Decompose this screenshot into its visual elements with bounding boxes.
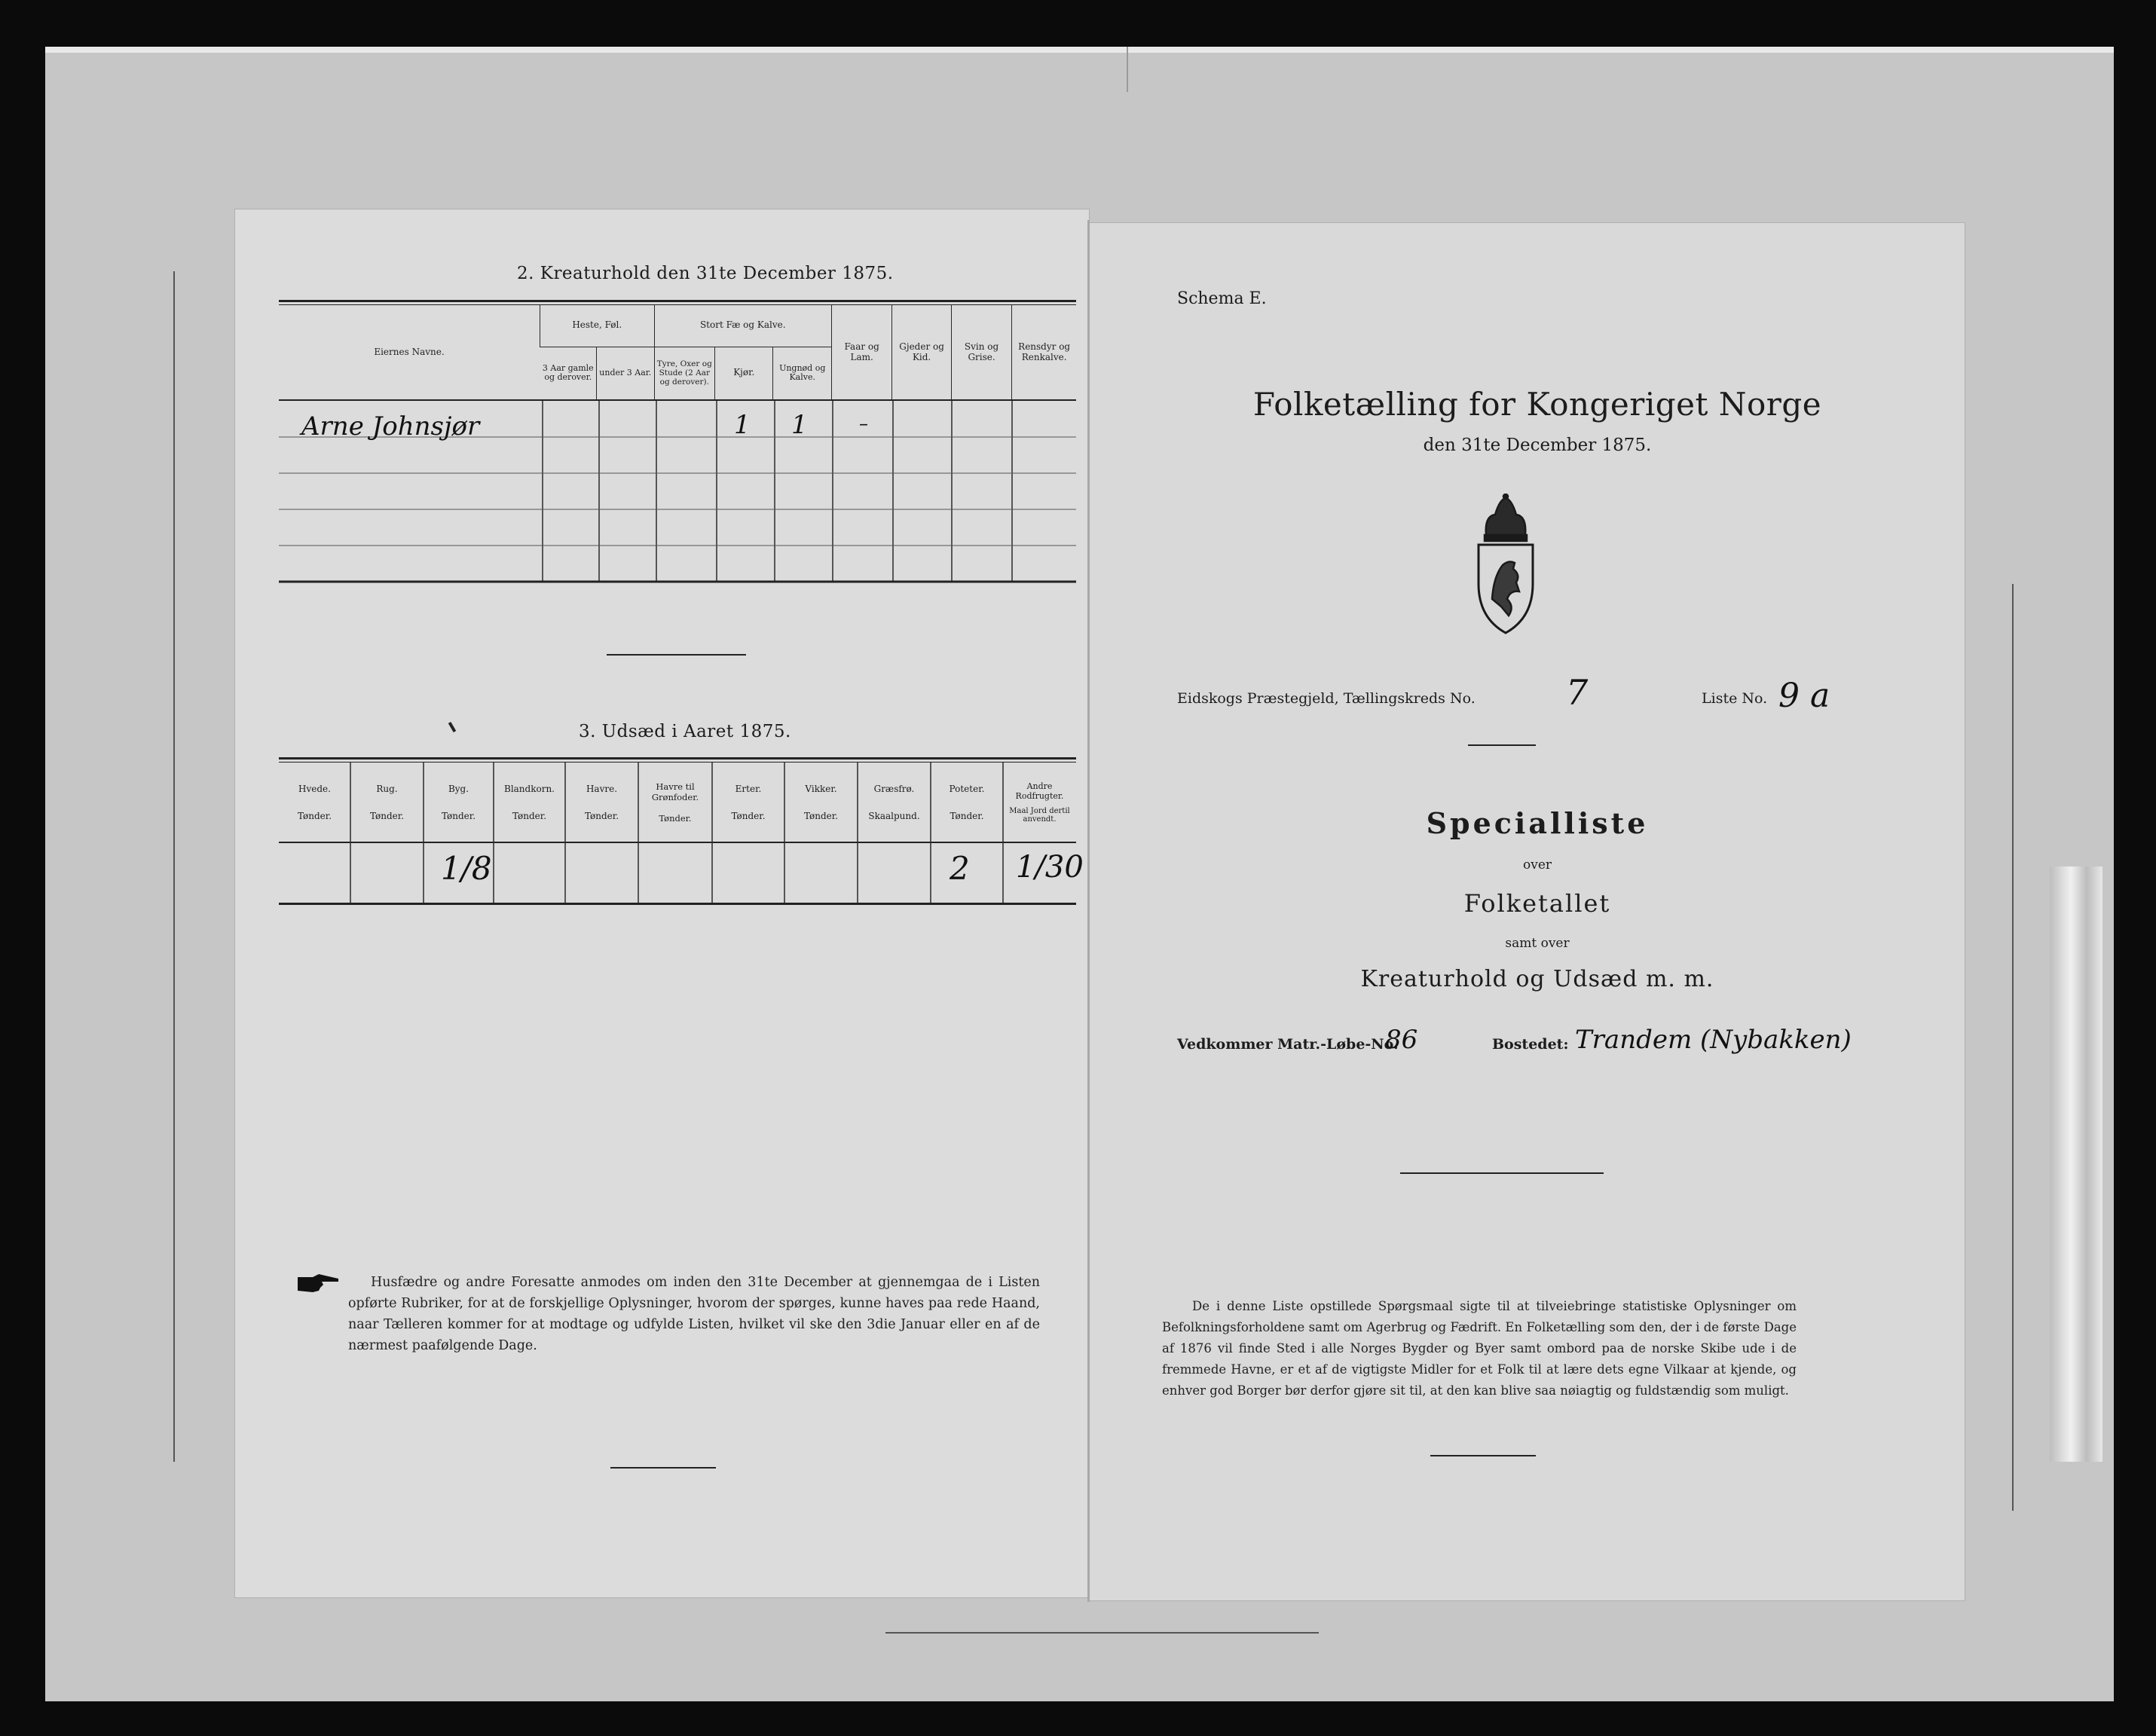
main-title: Folketælling for Kongeriget Norge — [1252, 386, 1822, 423]
liste-label: Liste No. — [1702, 690, 1768, 707]
cattle-group-header: Stort Fæ og Kalve. — [654, 305, 831, 347]
liste-number: 9 a — [1778, 677, 1830, 715]
date-line: den 31te December 1875. — [1423, 436, 1652, 455]
section3-title: 3. Udsæd i Aaret 1875. — [579, 722, 791, 741]
barley-amount: 1/8 — [441, 850, 492, 887]
matr-number: 86 — [1385, 1025, 1418, 1055]
unit-oats: Tønder. — [584, 810, 619, 821]
unit-grass-seed: Skaalpund. — [868, 810, 920, 821]
crop-grass-seed: Græsfrø. — [873, 783, 915, 794]
unit-other-roots: Maal Jord dertil anvendt. — [1009, 806, 1070, 824]
young-cattle-header: Ungnød og Kalve. — [773, 347, 832, 399]
sheep-header: Faar og Lam. — [832, 305, 892, 399]
notice-paragraph: Husfædre og andre Foresatte anmodes om inden den 31te December at gjennemgaa de i Listen opførte Rubriker, for at de forskjellige Oplysninger, hvorom der spørges, kunne haves paa rede Haand, naar Tælleren kommer for at modtage og udfylde Listen, hvilket vil ske den 3die Januar eller en af de nærmest paafølgende Dage. — [348, 1275, 1040, 1353]
crop-oats: Havre. — [586, 783, 618, 794]
title-divider — [1468, 744, 1536, 746]
crop-wheat: Hvede. — [298, 783, 331, 794]
fold-mark — [1127, 47, 1128, 92]
unit-potatoes: Tønder. — [950, 810, 984, 821]
crop-peas: Erter. — [735, 783, 762, 794]
bottom-edge-line — [885, 1632, 1319, 1634]
bostedet-label: Bostedet: — [1492, 1036, 1569, 1053]
crop-vetch: Vikker. — [805, 783, 837, 794]
specialliste-title: Specialliste — [1426, 806, 1649, 840]
unit-green-oats: Tønder. — [659, 812, 692, 824]
unit-rye: Tønder. — [369, 810, 405, 821]
pointing-hand-icon — [296, 1271, 340, 1294]
section-divider — [607, 654, 746, 656]
page-spine — [1087, 220, 1090, 1602]
matr-label: Vedkommer Matr.-Løbe-No. — [1177, 1036, 1399, 1053]
owner-name-handwritten: Arne Johnsjør — [301, 411, 480, 442]
right-margin-line — [2012, 584, 2014, 1511]
crop-green-oats: Havre til Grønfoder. — [651, 781, 699, 802]
goats-header: Gjeder og Kid. — [892, 305, 952, 399]
page-stack-edge — [2050, 866, 2102, 1462]
body-divider — [1400, 1172, 1604, 1174]
sowing-header-row — [279, 763, 1076, 842]
horses-group-header: Heste, Føl. — [540, 305, 654, 347]
cows-header: Kjør. — [715, 347, 773, 399]
unit-wheat: Tønder. — [297, 810, 332, 821]
crop-potatoes: Poteter. — [949, 783, 985, 794]
table-top-rule — [279, 300, 1076, 302]
young-cattle-count: 1 — [791, 410, 808, 440]
crop-barley: Byg. — [448, 783, 469, 794]
over-label: over — [1522, 857, 1552, 873]
schema-label: Schema E. — [1177, 289, 1267, 308]
unit-barley: Tønder. — [441, 810, 476, 821]
right-footer-divider — [1430, 1455, 1536, 1456]
kreaturhold-title: Kreaturhold og Udsæd m. m. — [1360, 966, 1714, 992]
crop-rye: Rug. — [376, 783, 398, 794]
sowing-table-top-rule — [279, 757, 1076, 760]
unit-vetch: Tønder. — [803, 810, 839, 821]
kreds-number: 7 — [1566, 672, 1589, 713]
left-margin-line — [173, 271, 175, 1462]
cows-count: 1 — [734, 410, 751, 440]
sheep-count: – — [859, 413, 868, 434]
livestock-table-header — [279, 305, 1076, 399]
coat-of-arms-icon — [1471, 494, 1540, 637]
crop-mixed-grain: Blandkorn. — [504, 783, 555, 794]
bostedet-value: Trandem (Nybakken) — [1575, 1025, 1852, 1055]
unit-mixed-grain: Tønder. — [512, 810, 547, 821]
potatoes-amount: 2 — [950, 850, 970, 887]
purpose-paragraph: De i denne Liste opstillede Spørgsmaal sigte til at tilveiebringe statistiske Oplysninger om Befolkningsforholdene samt om Agerbrug og Fædrift. En Folketælling som den, der i de første Dage af 1876 vil finde Sted i alle Norges Bygder og Byer samt ombord paa de norske Skibe ude i de fremmede Havne, er et af de vigtigste Midler for et Folk til at lære dets egne Vilkaar at kjende, og enhver god Borger bør derfor gjøre sit til, at den kan blive saa nøiagtig og fuldstændig som muligt. — [1162, 1299, 1797, 1398]
prestegjeld-label: Eidskogs Præstegjeld, Tællingskreds No. — [1177, 690, 1476, 707]
samt-over-label: samt over — [1505, 936, 1570, 951]
folketallet-title: Folketallet — [1463, 889, 1611, 918]
horses-under3-header: under 3 Aar. — [597, 347, 654, 399]
unit-peas: Tønder. — [731, 810, 766, 821]
bulls-oxen-header: Tyre, Oxer og Stude (2 Aar og derover). — [654, 347, 715, 399]
owner-name-header: Eiernes Navne. — [374, 346, 445, 357]
crop-other-roots: Andre Rodfrugter. — [1015, 781, 1064, 801]
other-roots-amount: 1/30 — [1016, 850, 1084, 885]
reindeer-header: Rensdyr og Renkalve. — [1012, 305, 1076, 399]
frame-edge — [45, 47, 2114, 53]
left-footer-divider — [610, 1467, 716, 1469]
section2-title: 2. Kreaturhold den 31te December 1875. — [517, 264, 894, 283]
pigs-header: Svin og Grise. — [951, 305, 1011, 399]
horses-3yr-header: 3 Aar gamle og derover. — [542, 362, 594, 383]
